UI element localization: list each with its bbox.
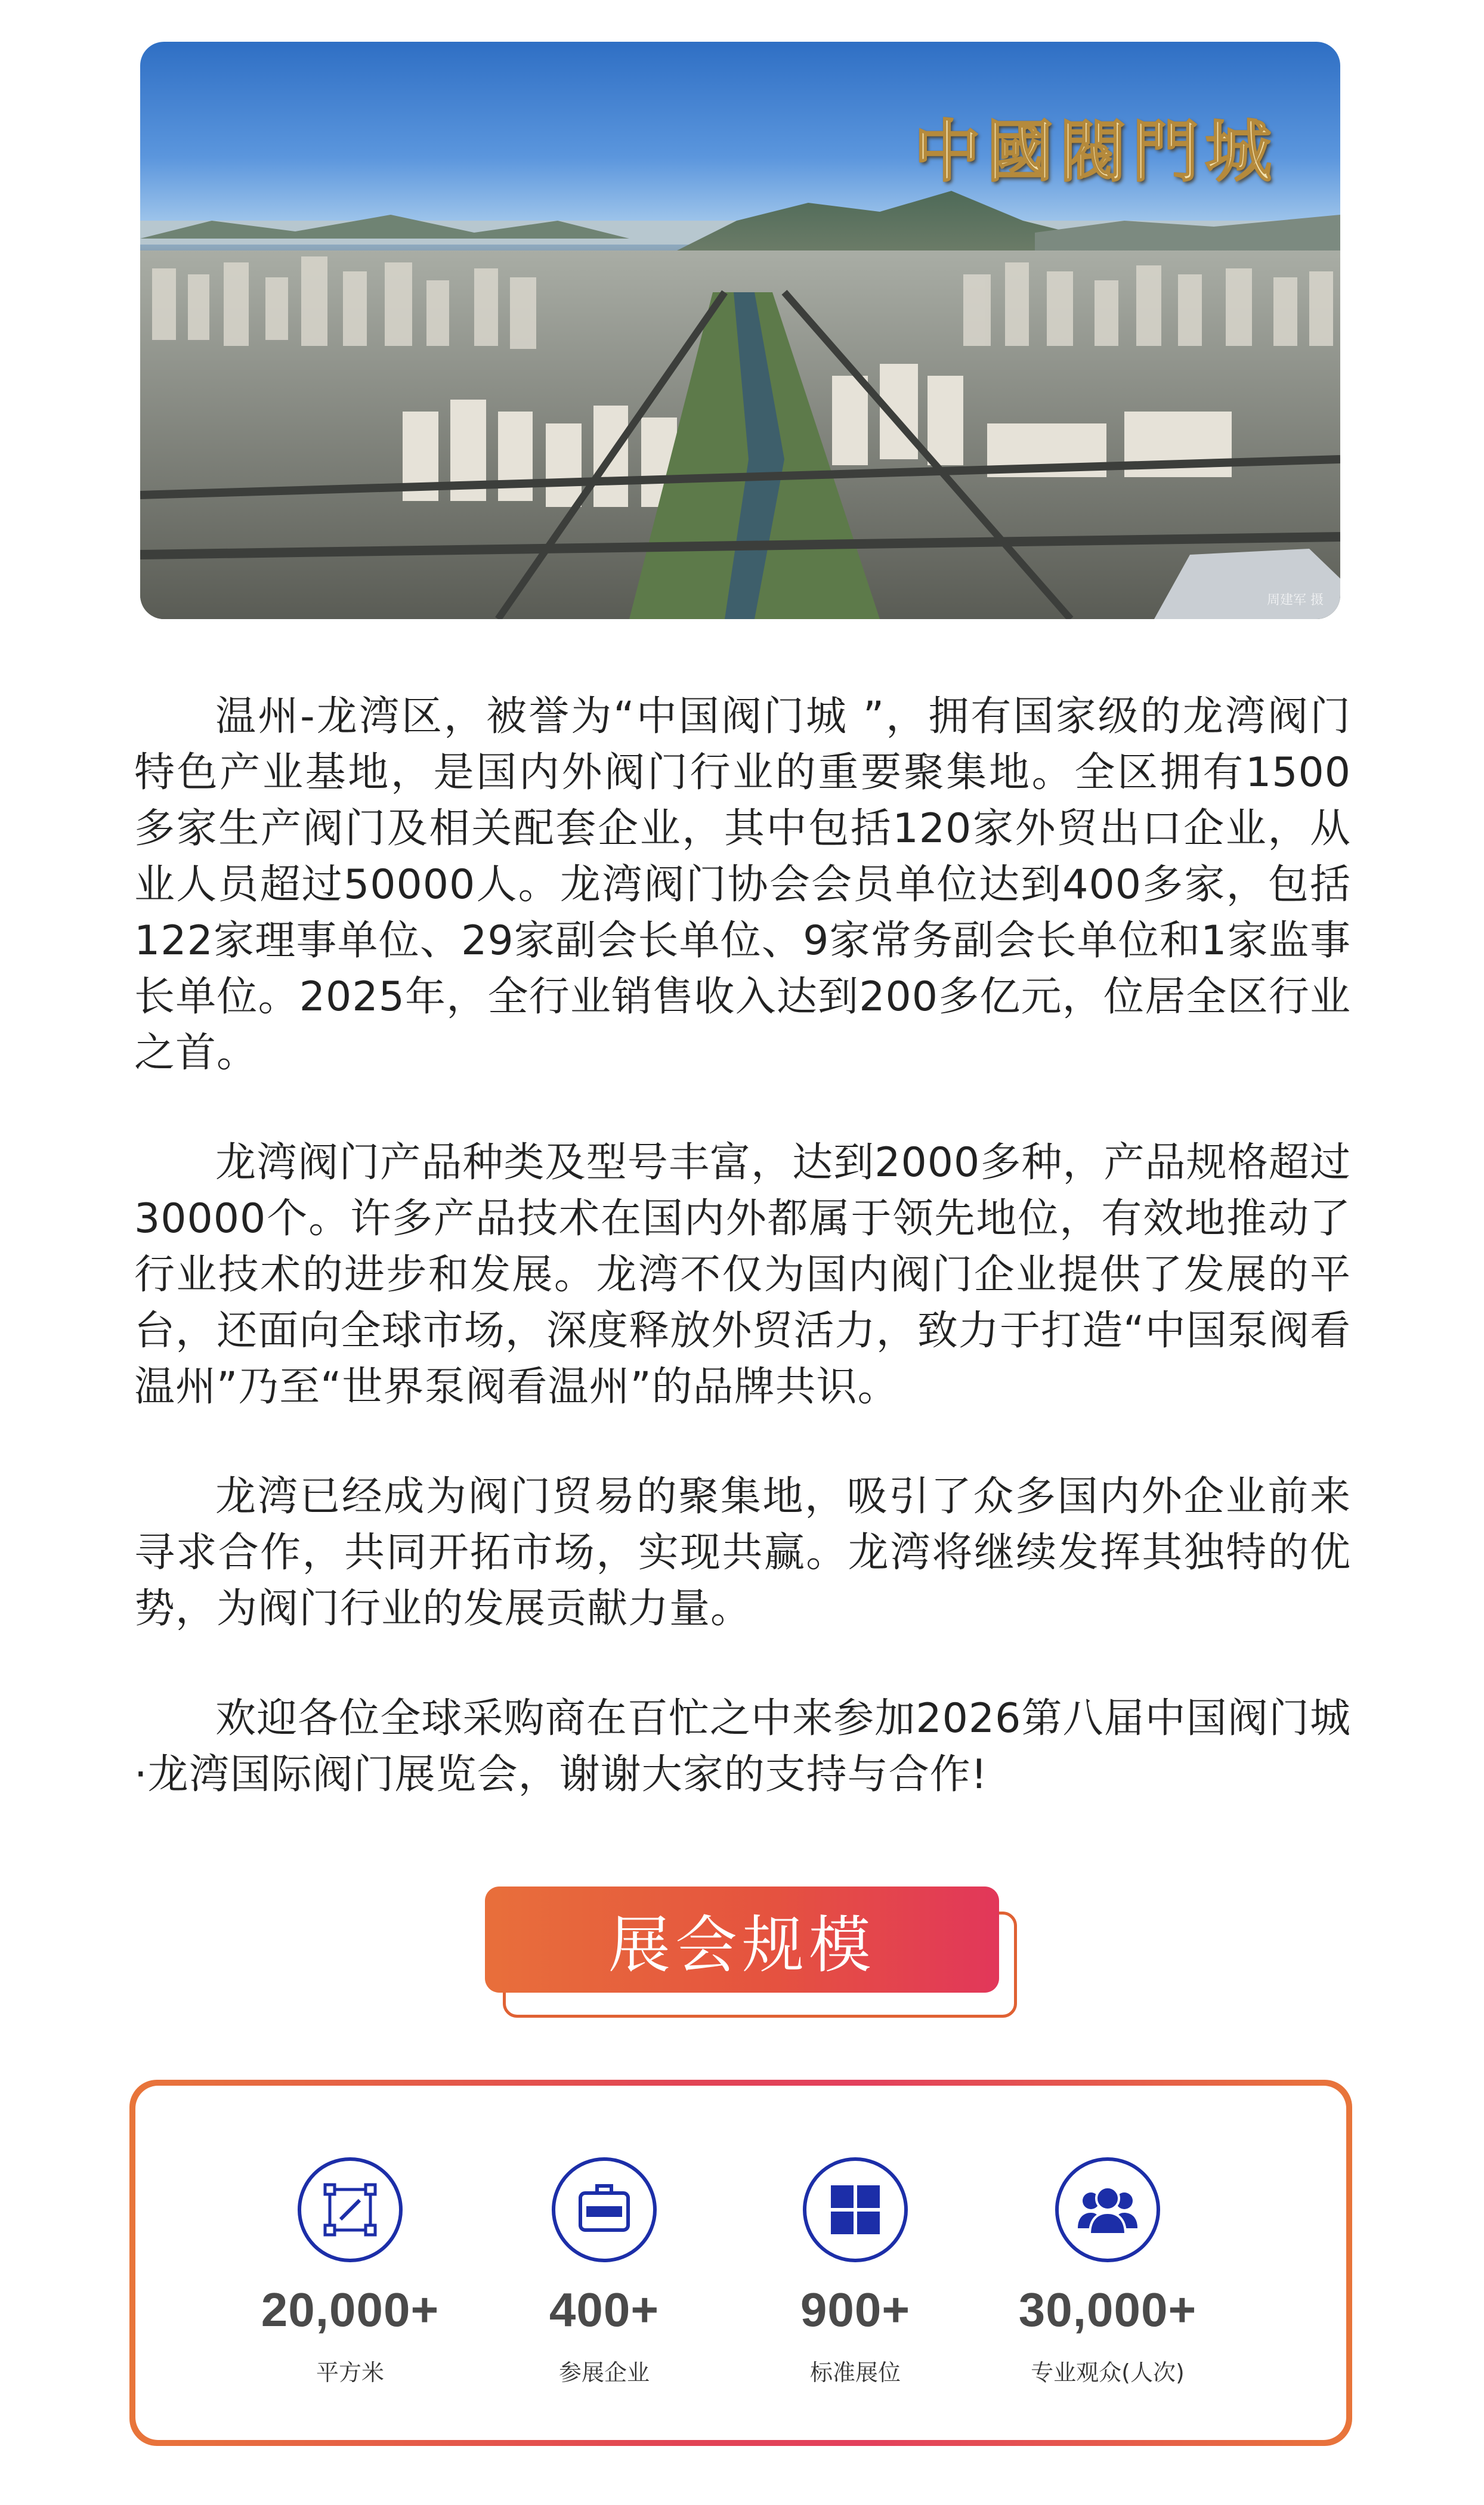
stat-label: 平方米 [316,2359,384,2386]
stat-label: 标准展位 [809,2359,901,2386]
stat-label: 参展企业 [558,2359,650,2386]
exhibitor-badge-icon [552,2157,657,2262]
booth-grid-icon [803,2157,908,2262]
stat-label: 专业观众(人次) [1031,2359,1185,2386]
stat-booths [718,2086,993,2440]
audience-icon [1055,2157,1160,2262]
section-title: 展会规模 [485,1887,999,1993]
hero-title: 中國閥門城 [914,113,1278,191]
stats-inner [135,2086,1346,2440]
products-paragraph: 龙湾阀门产品种类及型号丰富，达到2000多种，产品规格超过30000个。许多产品技术在国内外都属于领先地位，有效地推动了行业技术的进步和发展。龙湾不仅为国内阀门企业提供了发展的平台，还面向全球市场，深度释放外贸活力，致力于打造“中国泵阀看温州”乃至“世界泵阀看温州”的品牌共识。 [134,1139,1351,1411]
stat-exhibitors [467,2086,741,2440]
welcome-paragraph: 欢迎各位全球采购商在百忙之中来参加2026第八届中国阀门城·龙湾国际阀门展览会，谢谢大家的支持与合作! [134,1695,1351,1798]
intro-article [134,689,1351,1857]
stat-value: 400+ [549,2283,660,2336]
stat-value: 30,000+ [1018,2283,1197,2336]
stat-visitors [970,2086,1245,2440]
hero-banner [140,42,1340,619]
intro-paragraph: 温州-龙湾区，被誉为“中国阀门城 ”，拥有国家级的龙湾阀门特色产业基地，是国内外阀门行业的重要聚集地。全区拥有1500多家生产阀门及相关配套企业，其中包括120家外贸出口企业，从业人员超过50000人。龙湾阀门协会会员单位达到400多家，包括122家理事单位、29家副会长单位、9家常务副会长单位和1家监事长单位。2025年，全行业销售收入达到200多亿元，位居全区行业之首。 [134,693,1351,1077]
stat-value: 20,000+ [261,2283,440,2336]
area-icon [298,2157,403,2262]
section-heading [485,1887,1022,2024]
exhibition-scale-card [129,2080,1352,2446]
stat-value: 900+ [800,2283,911,2336]
trade-paragraph: 龙湾已经成为阀门贸易的聚集地，吸引了众多国内外企业前来寻求合作，共同开拓市场，实现共赢。龙湾将继续发挥其独特的优势，为阀门行业的发展贡献力量。 [134,1473,1351,1632]
photo-watermark: 周建军 摄 [1267,593,1324,608]
stat-area [213,2086,487,2440]
